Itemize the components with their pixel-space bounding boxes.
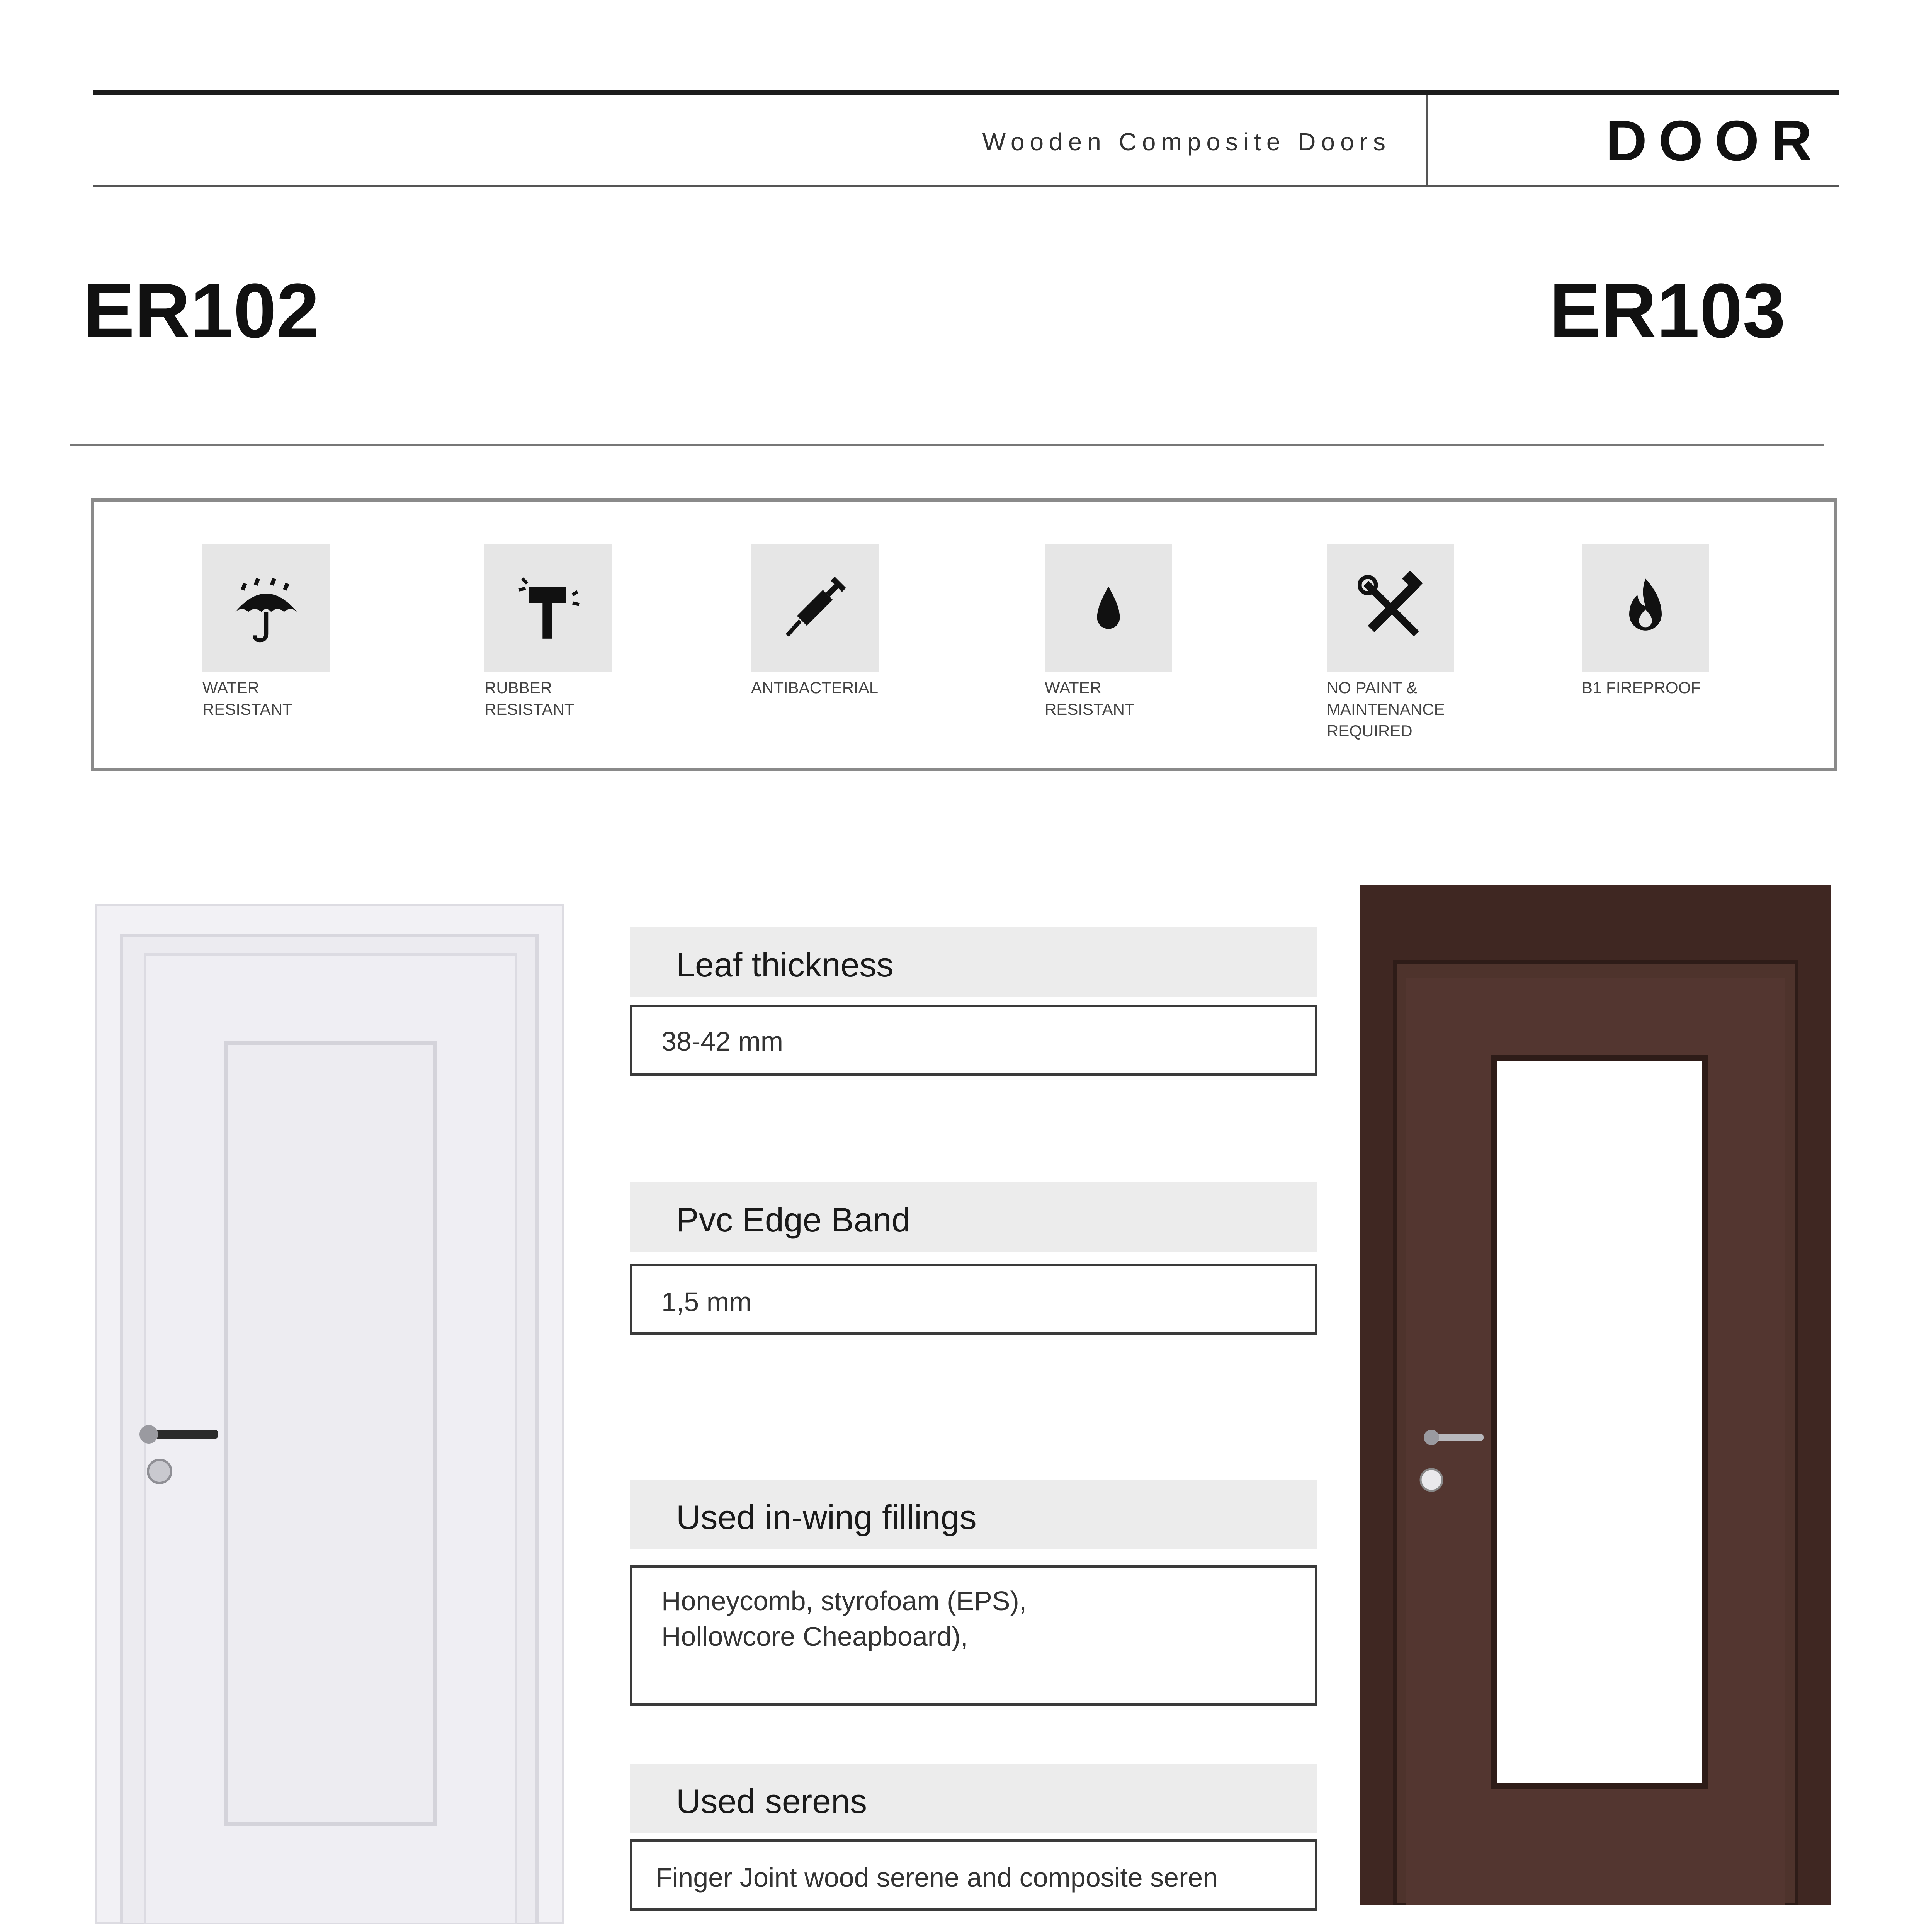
feature-label: B1 FIREPROOF xyxy=(1582,679,1701,697)
spec-serens-header xyxy=(630,1764,1317,1833)
feature-fireproof xyxy=(1582,544,1744,699)
page-title: DOOR xyxy=(1606,109,1824,173)
page-subtitle: Wooden Composite Doors xyxy=(982,128,1391,156)
spec-serens-value xyxy=(630,1839,1317,1911)
feature-rubber-resistant xyxy=(484,544,647,720)
feature-label: WATER RESISTANT xyxy=(202,679,292,718)
section-rule xyxy=(70,444,1824,446)
spec-label: Leaf thickness xyxy=(676,946,894,984)
feature-no-maintenance xyxy=(1327,544,1489,742)
spec-label: Used serens xyxy=(676,1782,867,1820)
spec-edge-band-header xyxy=(630,1182,1317,1252)
feature-water-resistant-2 xyxy=(1045,544,1207,720)
spec-fillings-value xyxy=(630,1565,1317,1706)
model-code-left: ER102 xyxy=(83,268,320,354)
spec-value: Finger Joint wood serene and composite seren xyxy=(656,1862,1218,1893)
features-panel xyxy=(91,498,1837,771)
door-image-er103 xyxy=(1360,885,1831,1905)
spec-value: Honeycomb, styrofoam (EPS), Hollowcore Cheapboard), xyxy=(661,1586,1027,1651)
spec-label: Pvc Edge Band xyxy=(676,1201,911,1239)
spec-leaf-thickness-header xyxy=(630,927,1317,997)
syringe-icon xyxy=(751,544,879,672)
tools-icon xyxy=(1327,544,1454,672)
header-divider xyxy=(1426,95,1428,185)
spec-value: 38-42 mm xyxy=(661,1026,784,1056)
spec-fillings-header xyxy=(630,1480,1317,1549)
feature-label: NO PAINT & MAINTENANCE REQUIRED xyxy=(1327,679,1445,740)
header-top-rule xyxy=(93,90,1839,95)
water-drop-icon xyxy=(1045,544,1172,672)
door-image-er102 xyxy=(95,904,564,1924)
feature-antibacterial xyxy=(751,544,913,699)
feature-label: ANTIBACTERIAL xyxy=(751,679,879,697)
spec-label: Used in-wing fillings xyxy=(676,1498,977,1536)
model-code-right: ER103 xyxy=(1549,268,1786,354)
spec-edge-band-value xyxy=(630,1264,1317,1335)
spec-value: 1,5 mm xyxy=(661,1287,752,1317)
hammer-icon xyxy=(484,544,612,672)
spec-leaf-thickness-value xyxy=(630,1005,1317,1076)
umbrella-rain-icon xyxy=(202,544,330,672)
header-bottom-rule xyxy=(93,185,1839,187)
flame-icon xyxy=(1582,544,1709,672)
feature-water-resistant xyxy=(202,544,365,720)
feature-label: WATER RESISTANT xyxy=(1045,679,1135,718)
feature-label: RUBBER RESISTANT xyxy=(484,679,575,718)
